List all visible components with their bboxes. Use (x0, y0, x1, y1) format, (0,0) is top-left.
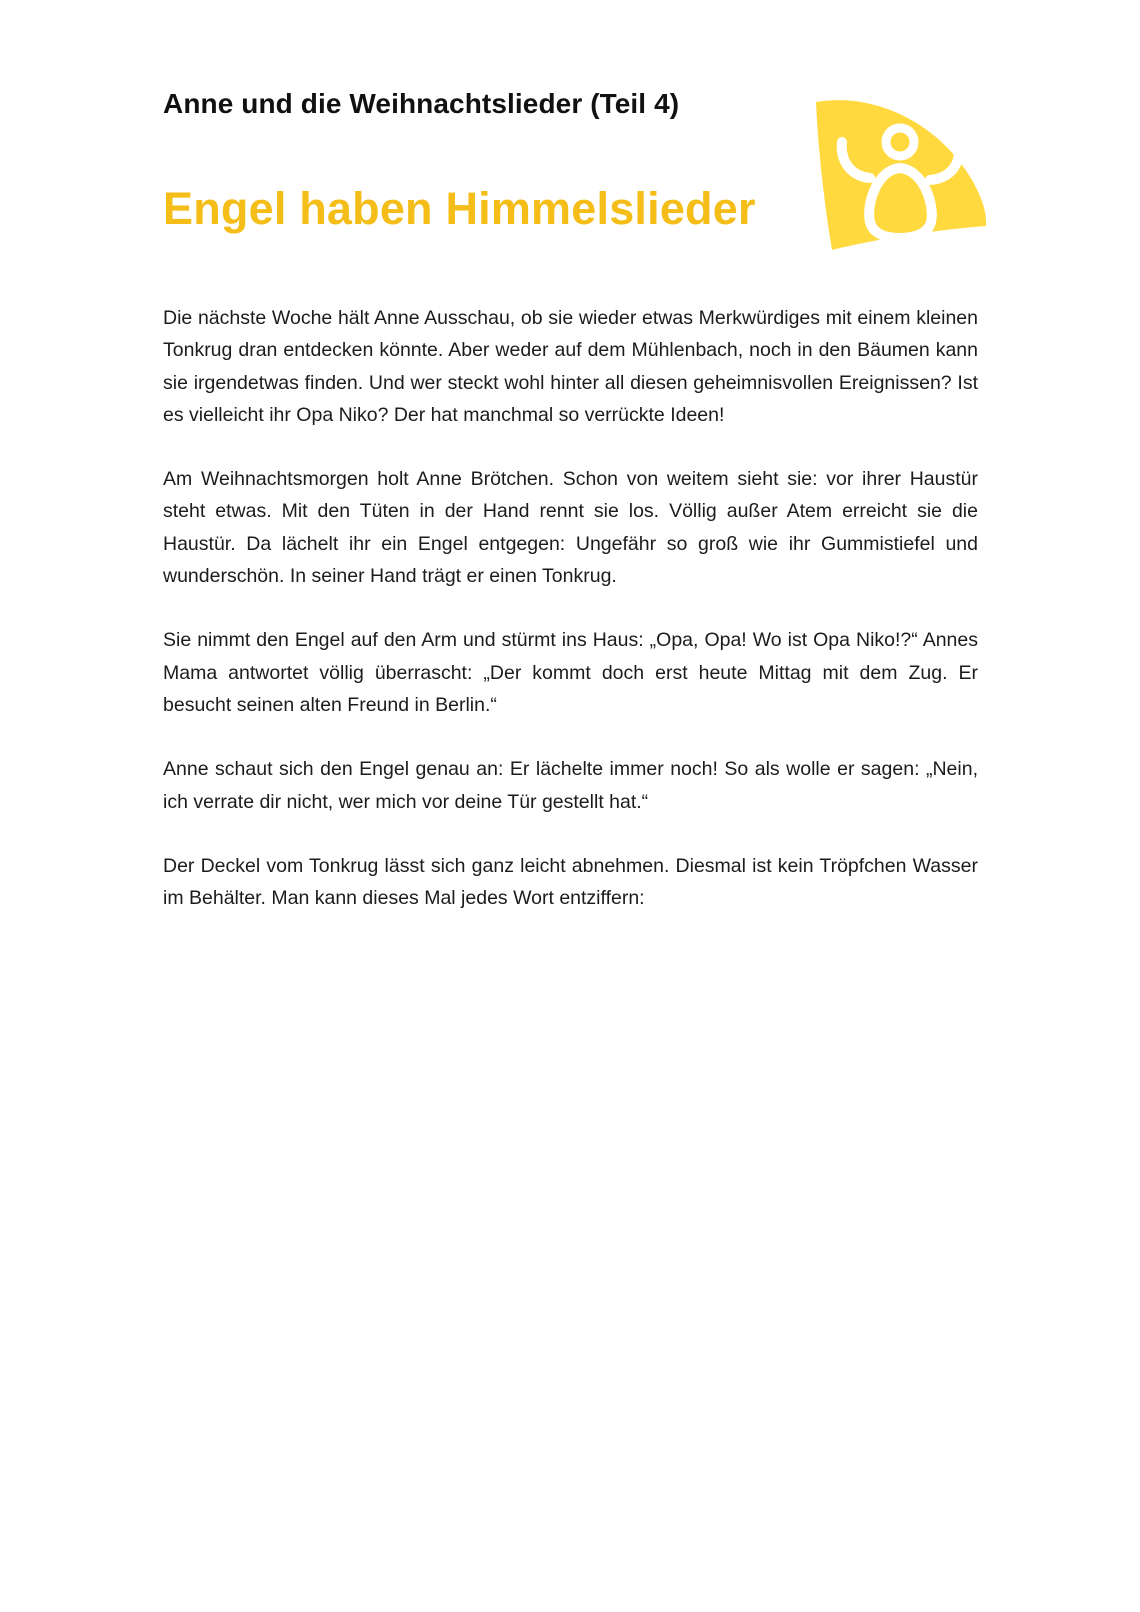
logo-background (816, 100, 986, 250)
page-title: Engel haben Himmelslieder (163, 183, 756, 234)
paragraph: Sie nimmt den Engel auf den Arm und stürmt ins Haus: „Opa, Opa! Wo ist Opa Niko!?“ Annes Mama antwortet völlig überrascht: „Der kommt doch erst heute Mittag mit dem Zug. Er besucht seinen alten Freund in Berlin.“ (163, 629, 978, 716)
angel-logo-icon (812, 98, 988, 258)
series-title: Anne und die Weihnachtslieder (Teil 4) (163, 88, 680, 119)
paragraph: Die nächste Woche hält Anne Ausschau, ob sie wieder etwas Merkwürdiges mit einem kleinen Tonkrug dran entdecken könnte. Aber weder auf dem Mühlenbach, noch in den Bäumen kann sie irgendetwas finden. Und wer steckt wohl hinter all diesen geheimnisvollen Ereignissen? Ist es vielleicht ihr Opa Niko? Der hat manchmal so verrückte Ideen! (163, 307, 978, 426)
paragraph: Anne schaut sich den Engel genau an: Er lächelte immer noch! So als wolle er sagen: „Nein, ich verrate dir nicht, wer mich vor deine Tür gestellt hat.“ (163, 758, 978, 813)
paragraph: Der Deckel vom Tonkrug lässt sich ganz leicht abnehmen. Diesmal ist kein Tröpfchen Wasser im Behälter. Man kann dieses Mal jedes Wort entziffern: (163, 854, 978, 910)
paragraph: Am Weihnachtsmorgen holt Anne Brötchen. Schon von weitem sieht sie: vor ihrer Haustür steht etwas. Mit den Tüten in der Hand rennt sie los. Völlig außer Atem erreicht sie die Haustür. Da lächelt ihr ein Engel entgegen: Ungefähr so groß wie ihr Gummistiefel und wunderschön. In seiner Hand trägt er einen Tonkrug. (163, 468, 978, 588)
story-text (163, 302, 978, 946)
